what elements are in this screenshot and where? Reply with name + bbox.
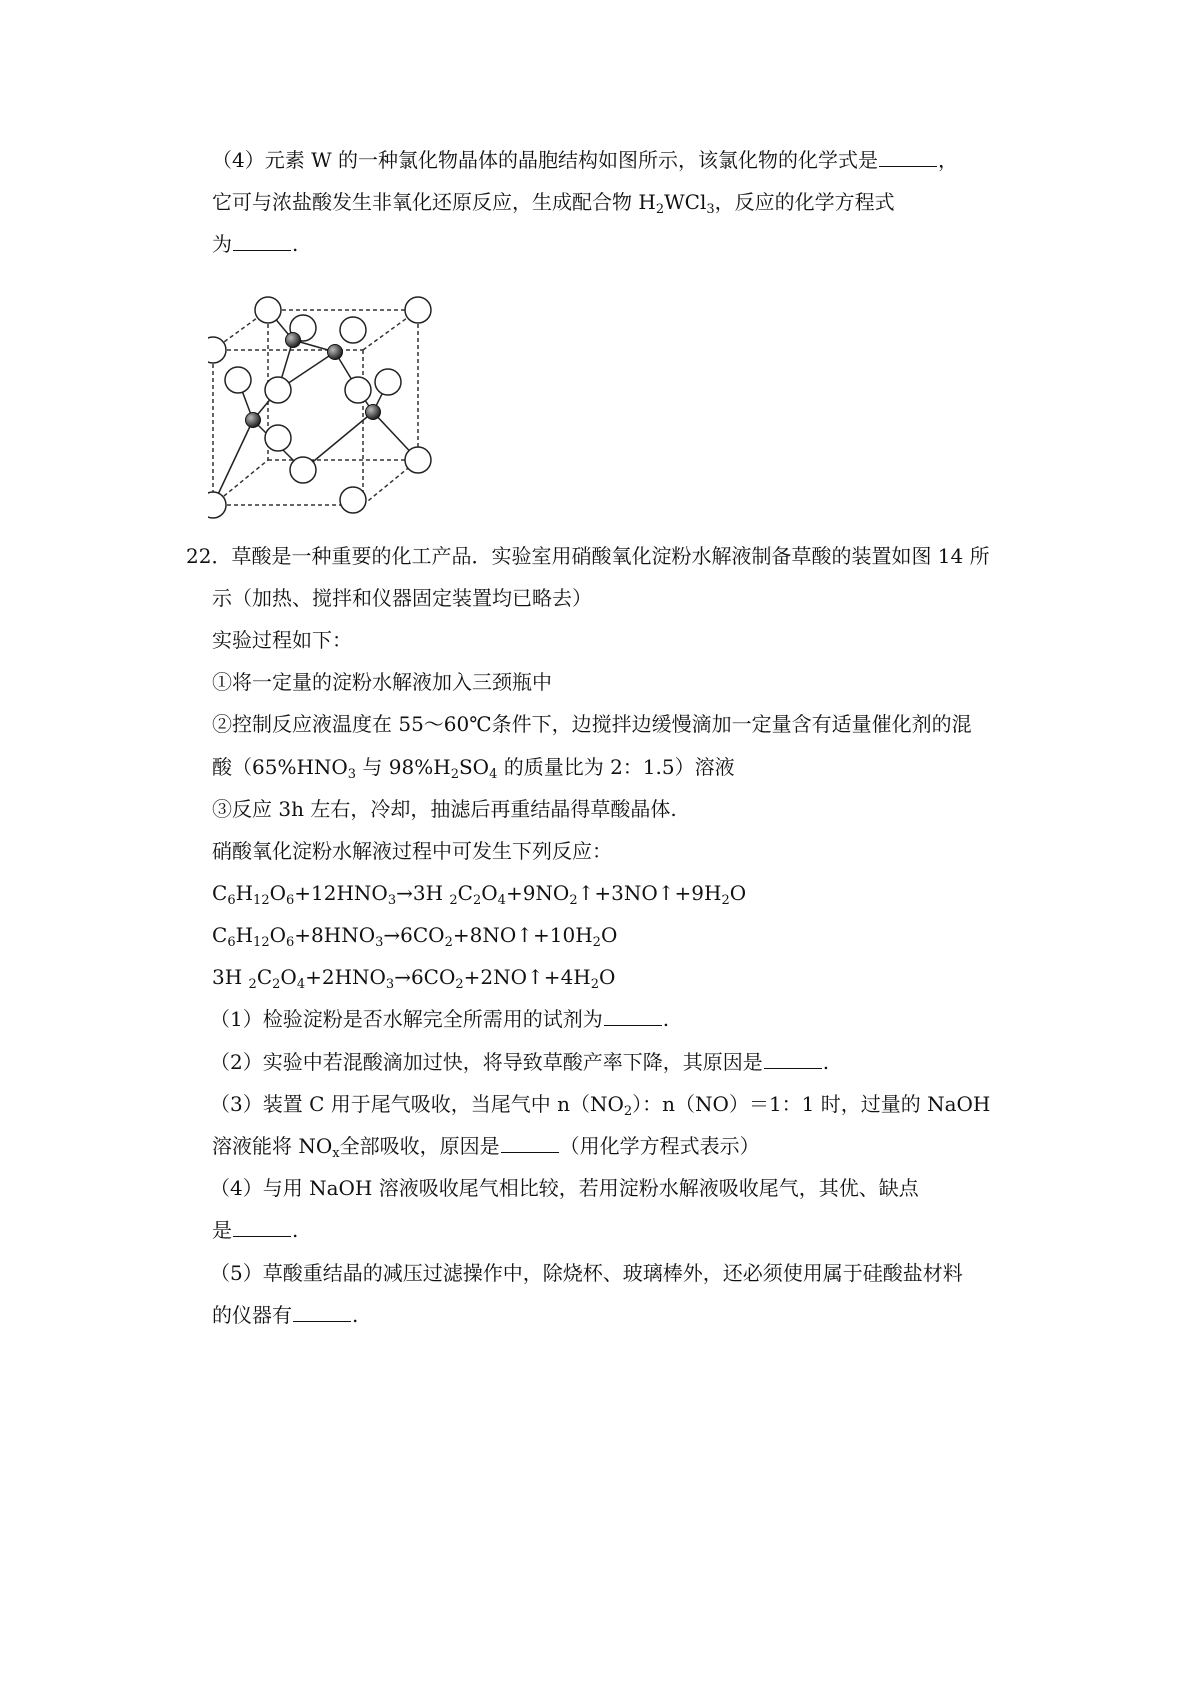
sub-question-2 bbox=[210, 1050, 829, 1074]
equation-text: ↑+3NO↑+9H bbox=[577, 881, 722, 905]
process-title bbox=[212, 628, 352, 652]
equation-text: O bbox=[269, 923, 286, 947]
subscript: 2 bbox=[444, 935, 453, 950]
subscript: 4 bbox=[489, 767, 498, 782]
q4-line-3 bbox=[212, 232, 298, 256]
atom bbox=[405, 447, 431, 473]
question-text: 溶液能将 NO bbox=[212, 1134, 333, 1158]
question-text: 是 bbox=[212, 1218, 232, 1242]
sub-question-4-line-1 bbox=[210, 1176, 919, 1200]
subscript: 3 bbox=[387, 893, 397, 908]
equation-text: C bbox=[212, 923, 228, 947]
equation-text: H bbox=[235, 881, 254, 905]
subscript: 2 bbox=[272, 977, 281, 992]
answer-blank bbox=[501, 1134, 559, 1153]
q4-text: ，反应的化学方程式 bbox=[714, 190, 895, 214]
question-text: ③反应 3h 左右，冷却，抽滤后再重结晶得草酸晶体. bbox=[212, 797, 677, 821]
equation-3 bbox=[212, 965, 616, 992]
question-text: . bbox=[662, 1007, 670, 1031]
sub-question-3-line-1 bbox=[210, 1092, 991, 1119]
answer-blank bbox=[233, 232, 291, 251]
atom bbox=[290, 457, 316, 483]
question-text: 22．草酸是一种重要的化工产品．实验室用硝酸氧化淀粉水解液制备草酸的装置如图 14 所 bbox=[186, 544, 990, 568]
q4-text: （4）元素 W 的一种氯化物晶体的晶胞结构如图所示，该氯化物的化学式是 bbox=[212, 148, 878, 172]
subscript: 2 bbox=[455, 977, 464, 992]
subscript: 2 bbox=[569, 893, 578, 908]
question-text: . bbox=[822, 1050, 830, 1074]
equation-text: +12HNO bbox=[294, 881, 388, 905]
equation-text: O bbox=[269, 881, 286, 905]
answer-blank bbox=[879, 148, 937, 167]
atom bbox=[340, 487, 366, 513]
atom bbox=[265, 377, 291, 403]
question-text: 的质量比为 2：1.5）溶液 bbox=[497, 755, 735, 779]
subscript: 6 bbox=[286, 893, 295, 908]
sub-question-5-line-1 bbox=[210, 1261, 963, 1285]
sub-question-1 bbox=[210, 1007, 669, 1031]
subscript: 2 bbox=[590, 977, 600, 992]
subscript: 2 bbox=[592, 935, 601, 950]
sub-question-3-line-2 bbox=[212, 1134, 760, 1161]
step-1 bbox=[212, 670, 552, 694]
subscript: 4 bbox=[296, 977, 306, 992]
step-2-line-1 bbox=[212, 712, 972, 736]
question-text: 与 98%H bbox=[356, 755, 451, 779]
question-text: ①将一定量的淀粉水解液加入三颈瓶中 bbox=[212, 670, 552, 694]
atom bbox=[345, 377, 371, 403]
question-text: ）：n（NO）＝1：1 时，过量的 NaOH bbox=[632, 1092, 991, 1116]
question-text: （5）草酸重结晶的减压过滤操作中，除烧杯、玻璃棒外，还必须使用属于硅酸盐材料 bbox=[210, 1261, 963, 1285]
subscript: 2 bbox=[449, 893, 458, 908]
subscript: 12 bbox=[253, 893, 270, 908]
question-text: ②控制反应液温度在 55～60℃条件下，边搅拌边缓慢滴加一定量含有适量催化剂的混 bbox=[212, 712, 972, 736]
step-3 bbox=[212, 797, 677, 821]
equation-text: →6CO bbox=[394, 965, 456, 989]
question-text: 示（加热、搅拌和仪器固定装置均已略去） bbox=[212, 586, 592, 610]
question-text: （3）装置 C 用于尾气吸收，当尾气中 n（NO bbox=[210, 1092, 624, 1116]
subscript: 2 bbox=[655, 202, 665, 217]
subscript: 2 bbox=[721, 893, 730, 908]
bond-lines bbox=[213, 310, 418, 505]
q4-text: WCl bbox=[664, 190, 707, 214]
atom bbox=[405, 297, 431, 323]
subscript: 2 bbox=[248, 977, 257, 992]
equation-text: +8HNO bbox=[294, 923, 376, 947]
reactions-title bbox=[212, 839, 612, 863]
equation-text: H bbox=[235, 923, 254, 947]
subscript: 6 bbox=[227, 893, 236, 908]
equation-text: →6CO bbox=[383, 923, 445, 947]
subscript: 2 bbox=[472, 893, 482, 908]
equation-text: C bbox=[212, 881, 228, 905]
equation-text: 3H bbox=[212, 965, 249, 989]
equation-1 bbox=[212, 881, 747, 908]
answer-blank bbox=[604, 1007, 662, 1026]
atom bbox=[208, 492, 226, 518]
sub-question-5-line-2 bbox=[212, 1303, 358, 1327]
question-text: 硝酸氧化淀粉水解液过程中可发生下列反应： bbox=[212, 839, 612, 863]
equation-text: C bbox=[256, 965, 273, 989]
subscript: 3 bbox=[385, 977, 395, 992]
atom bbox=[225, 367, 251, 393]
question-text: SO bbox=[458, 755, 490, 779]
atom bbox=[375, 369, 401, 395]
q4-line-1 bbox=[212, 148, 958, 172]
subscript: 3 bbox=[375, 935, 384, 950]
atom bbox=[340, 317, 366, 343]
q4-text: 它可与浓盐酸发生非氧化还原反应，生成配合物 H bbox=[212, 190, 656, 214]
subscript: 12 bbox=[253, 935, 270, 950]
sub-question-4-line-2 bbox=[212, 1218, 298, 1242]
step-2-line-2 bbox=[212, 755, 735, 782]
q4-text: . bbox=[292, 232, 299, 256]
atom bbox=[328, 345, 343, 360]
q22-intro-2 bbox=[212, 586, 592, 610]
equation-text: +8NO↑+10H bbox=[452, 923, 593, 947]
subscript: 3 bbox=[347, 767, 357, 782]
atom bbox=[366, 405, 381, 420]
equation-text: +2NO↑+4H bbox=[463, 965, 591, 989]
equation-text: O bbox=[599, 965, 616, 989]
equation-text: O bbox=[280, 965, 297, 989]
equation-text: O bbox=[729, 881, 747, 905]
atom bbox=[255, 297, 281, 323]
equation-2 bbox=[212, 923, 618, 950]
question-text: 的仪器有 bbox=[212, 1303, 292, 1327]
chlorine-atoms bbox=[208, 297, 431, 518]
subscript: 2 bbox=[450, 767, 459, 782]
answer-blank bbox=[764, 1050, 822, 1069]
equation-text: O bbox=[600, 923, 618, 947]
equation-text: C bbox=[457, 881, 473, 905]
equation-text: →3H bbox=[396, 881, 450, 905]
answer-blank bbox=[233, 1218, 291, 1237]
question-text: （4）与用 NaOH 溶液吸收尾气相比较，若用淀粉水解液吸收尾气，其优、缺点 bbox=[210, 1176, 919, 1200]
equation-text: +9NO bbox=[505, 881, 570, 905]
q4-line-2 bbox=[212, 190, 895, 217]
equation-text: O bbox=[481, 881, 498, 905]
question-text: 酸（65%HNO bbox=[212, 755, 348, 779]
subscript: 2 bbox=[623, 1104, 633, 1119]
question-text: （1）检验淀粉是否水解完全所需用的试剂为 bbox=[210, 1007, 603, 1031]
q22-intro-1 bbox=[186, 544, 990, 568]
subscript: 4 bbox=[497, 893, 506, 908]
question-text: （2）实验中若混酸滴加过快，将导致草酸产率下降，其原因是 bbox=[210, 1050, 763, 1074]
subscript: x bbox=[332, 1146, 340, 1161]
question-text: （用化学方程式表示） bbox=[559, 1134, 760, 1158]
q4-text: 为 bbox=[212, 232, 232, 256]
question-text: . bbox=[292, 1218, 299, 1242]
question-text: 实验过程如下： bbox=[212, 628, 352, 652]
answer-blank bbox=[293, 1303, 351, 1322]
atom bbox=[265, 425, 291, 451]
equation-text: +2HNO bbox=[305, 965, 386, 989]
atom bbox=[208, 337, 226, 363]
q4-text: ， bbox=[938, 148, 958, 172]
unit-cell-edges bbox=[213, 310, 418, 505]
question-text: 全部吸收，原因是 bbox=[339, 1134, 500, 1158]
atom bbox=[286, 333, 301, 348]
atom bbox=[246, 413, 261, 428]
subscript: 6 bbox=[227, 935, 236, 950]
subscript: 6 bbox=[286, 935, 295, 950]
crystal-structure-figure bbox=[208, 290, 468, 528]
subscript: 3 bbox=[706, 202, 715, 217]
question-text: . bbox=[352, 1303, 359, 1327]
